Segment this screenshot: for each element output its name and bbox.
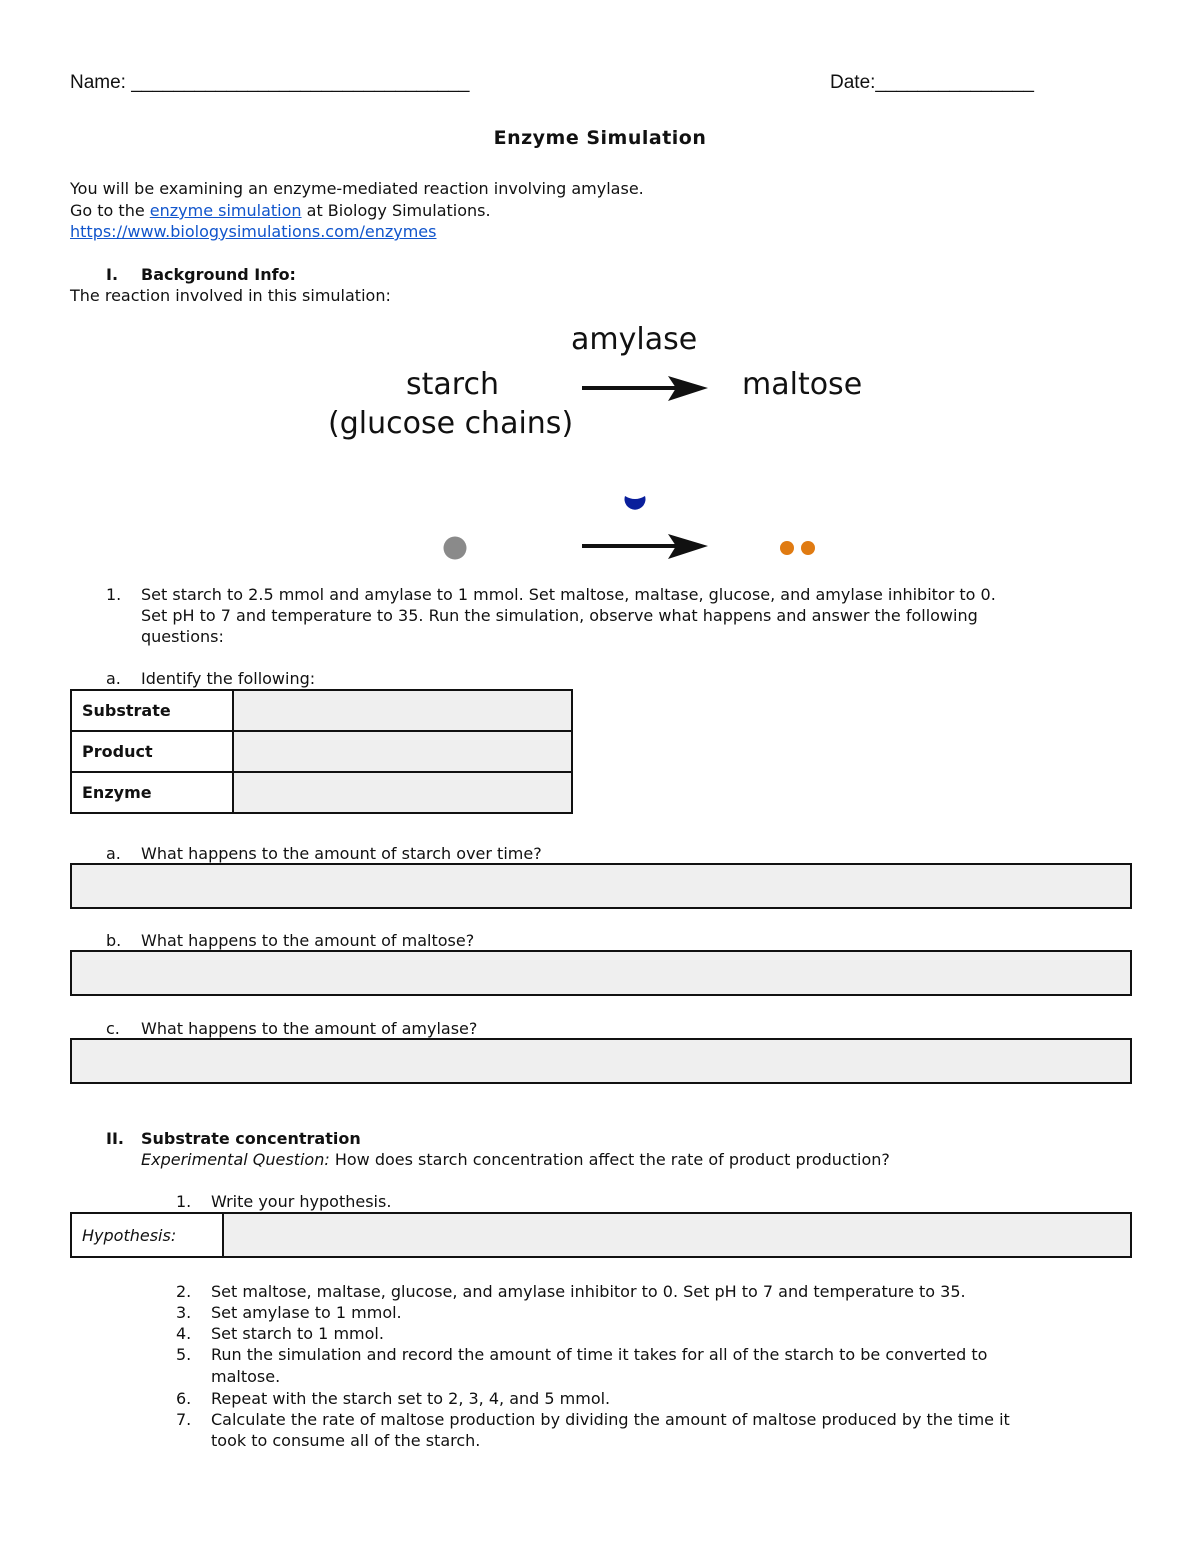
intro-line-1: You will be examining an enzyme-mediated reaction involving amylase.: [70, 179, 644, 198]
diagram-substrate-sublabel: (glucose chains): [328, 406, 574, 441]
section-2-numeral: II.: [106, 1129, 124, 1148]
step-7-text-line-1: Calculate the rate of maltose production by dividing the amount of maltose produced by the time it: [211, 1410, 1010, 1429]
step-3-text: Set amylase to 1 mmol.: [211, 1303, 402, 1322]
table-row: [71, 772, 572, 813]
step-1-number: 1.: [176, 1192, 192, 1211]
enzyme-label: Enzyme: [71, 772, 233, 813]
section-1-subtext: The reaction involved in this simulation:: [70, 286, 391, 305]
reaction-arrow-top: [582, 376, 708, 401]
subq-c-letter: c.: [106, 1019, 120, 1038]
intro-line-2-pre: Go to the: [70, 201, 150, 220]
substrate-molecule-icon: [444, 537, 467, 560]
starch-answer-field[interactable]: [70, 863, 1132, 909]
product-molecule-icon: [801, 541, 815, 555]
product-molecule-icon: [780, 541, 794, 555]
reaction-arrow-bottom: [582, 534, 708, 559]
experimental-question-label: Experimental Question:: [141, 1150, 330, 1169]
hypothesis-row: [70, 1212, 1132, 1258]
enzyme-molecule-icon: [625, 496, 646, 510]
step-7-text-line-2: took to consume all of the starch.: [211, 1431, 481, 1450]
intro-line-2-post: at Biology Simulations.: [301, 201, 491, 220]
step-6-text: Repeat with the starch set to 2, 3, 4, and 5 mmol.: [211, 1389, 611, 1408]
amylase-answer-field[interactable]: [70, 1038, 1132, 1084]
diagram-product-label: maltose: [742, 367, 863, 402]
question-1-number: 1.: [106, 585, 122, 604]
identify-table: [70, 689, 573, 814]
substrate-label: Substrate: [71, 690, 233, 731]
diagram-enzyme-label: amylase: [571, 322, 698, 357]
step-5-number: 5.: [176, 1345, 192, 1364]
question-1-line-3: questions:: [141, 627, 224, 646]
hypothesis-answer-field[interactable]: [224, 1214, 1130, 1256]
step-3-number: 3.: [176, 1303, 192, 1322]
product-answer-field[interactable]: [233, 731, 572, 772]
subq-b-letter: b.: [106, 931, 122, 950]
step-5-text-line-2: maltose.: [211, 1367, 281, 1386]
substrate-answer-field[interactable]: [233, 690, 572, 731]
step-4-number: 4.: [176, 1324, 192, 1343]
question-1-line-2: Set pH to 7 and temperature to 35. Run the simulation, observe what happens and answer the following: [141, 606, 978, 625]
date-field-label: Date:_______________: [830, 72, 1034, 93]
maltose-answer-field[interactable]: [70, 950, 1132, 996]
step-1-text: Write your hypothesis.: [211, 1192, 392, 1211]
enzyme-answer-field[interactable]: [233, 772, 572, 813]
biologysimulations-url-link[interactable]: https://www.biologysimulations.com/enzymes: [70, 222, 437, 241]
section-1-numeral: I.: [106, 265, 119, 284]
table-row: [71, 690, 572, 731]
diagram-substrate-label: starch: [406, 367, 499, 402]
table-row: [71, 731, 572, 772]
step-2-number: 2.: [176, 1282, 192, 1301]
name-field-label: Name: ________________________________: [70, 72, 470, 93]
step-5-text-line-1: Run the simulation and record the amount of time it takes for all of the starch to be converted to: [211, 1345, 988, 1364]
identify-prompt: Identify the following:: [141, 669, 316, 688]
hypothesis-label: Hypothesis:: [72, 1214, 224, 1256]
step-7-number: 7.: [176, 1410, 192, 1429]
step-2-text: Set maltose, maltase, glucose, and amylase inhibitor to 0. Set pH to 7 and temperature to 35.: [211, 1282, 966, 1301]
page-title: Enzyme Simulation: [493, 127, 707, 149]
enzyme-simulation-link[interactable]: enzyme simulation: [149, 201, 302, 220]
subq-a-letter: a.: [106, 844, 121, 863]
step-6-number: 6.: [176, 1389, 192, 1408]
section-1-heading: Background Info:: [141, 265, 296, 284]
section-2-heading: Substrate concentration: [141, 1129, 361, 1148]
subq-a-text: What happens to the amount of starch over time?: [141, 844, 542, 863]
question-1-line-1: Set starch to 2.5 mmol and amylase to 1 mmol. Set maltose, maltase, glucose, and amylase inhibitor to 0.: [141, 585, 996, 604]
experimental-question: [141, 1149, 890, 1170]
subq-b-text: What happens to the amount of maltose?: [141, 931, 475, 950]
subq-c-text: What happens to the amount of amylase?: [141, 1019, 478, 1038]
product-label: Product: [71, 731, 233, 772]
identify-letter: a.: [106, 669, 121, 688]
reaction-diagram: [0, 0, 1200, 600]
experimental-question-text: How does starch concentration affect the rate of product production?: [329, 1150, 890, 1169]
step-4-text: Set starch to 1 mmol.: [211, 1324, 384, 1343]
